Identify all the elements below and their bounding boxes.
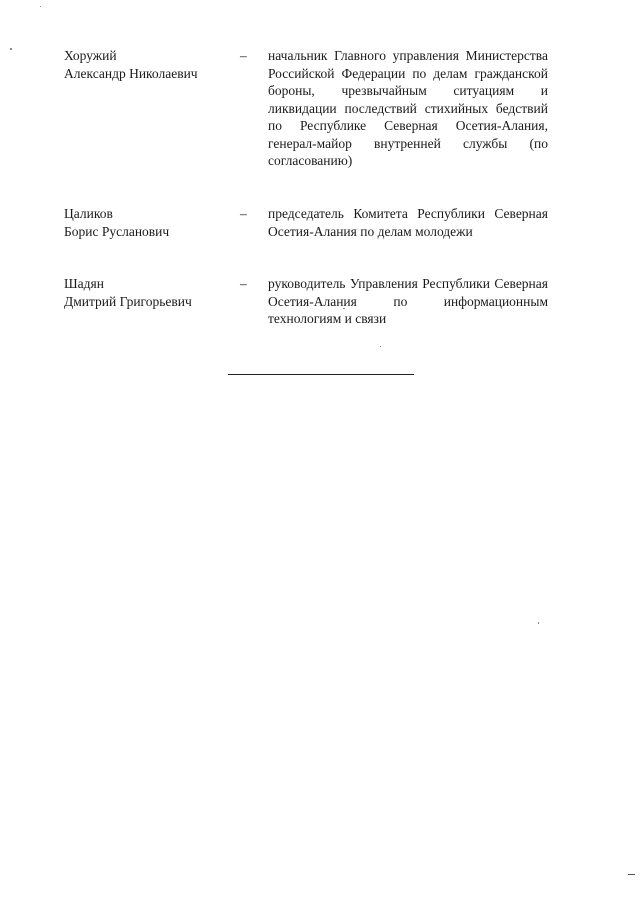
scan-speck — [10, 48, 12, 50]
separator-dash: – — [240, 206, 247, 221]
member-position: руководитель Управления Республики Северная Осетия-Алания по информационным технологиям и связи — [268, 276, 548, 326]
member-surname: Хоружий — [64, 48, 117, 63]
member-name — [64, 205, 234, 240]
scan-speck — [40, 6, 41, 7]
member-position: начальник Главного управления Министерства Российской Федерации по делам гражданской бороны, чрезвычайным ситуациям и ликвидации последствий стихийных бедствий по Республике Северная Осетия-Алания, генерал-майор внутренней службы (по согласованию) — [268, 48, 548, 168]
member-given-names: Борис Русланович — [64, 223, 170, 239]
member-name — [64, 47, 234, 82]
separator-dash: – — [240, 276, 247, 291]
scan-speck — [380, 346, 381, 347]
member-name — [64, 275, 234, 310]
scan-edge-mark — [628, 874, 635, 875]
separator-dash: – — [240, 48, 247, 63]
member-given-names: Дмитрий Григорьевич — [64, 293, 192, 309]
scan-speck — [538, 622, 539, 624]
member-position: председатель Комитета Республики Северная Осетия-Алания по делам молодежи — [268, 206, 548, 239]
member-surname: Шадян — [64, 276, 104, 291]
end-of-list-rule — [228, 374, 414, 375]
member-surname: Цаликов — [64, 206, 113, 221]
member-given-names: Александр Николаевич — [64, 65, 198, 81]
scan-speck — [343, 308, 345, 309]
